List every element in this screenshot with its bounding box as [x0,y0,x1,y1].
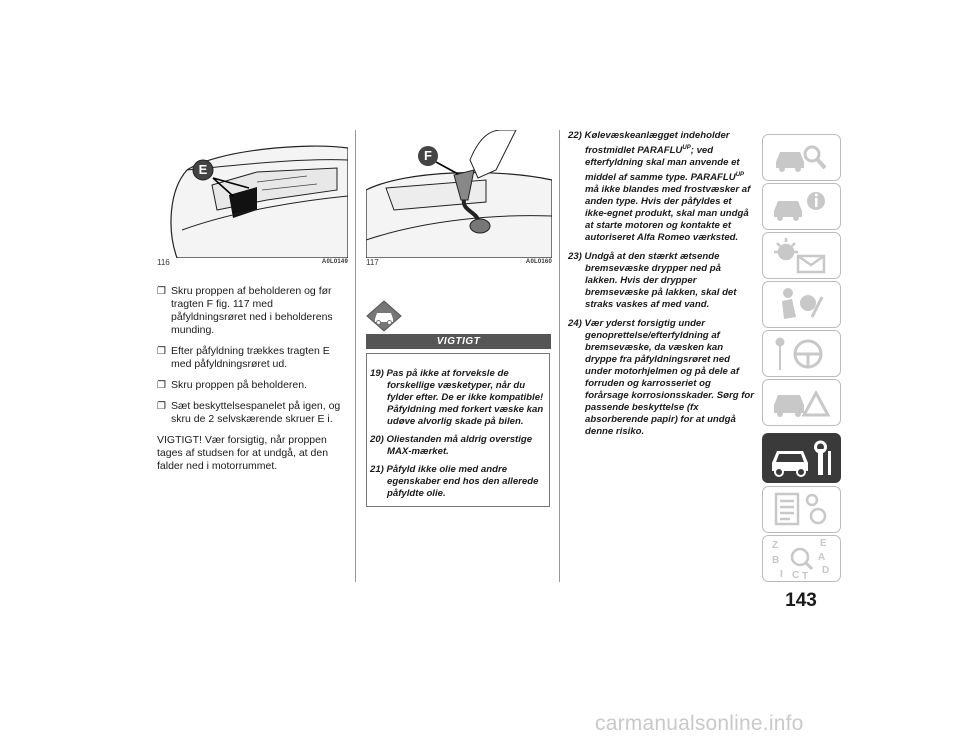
chapter-tab-emergency[interactable] [762,379,841,426]
important-notes-box [366,353,550,507]
chapter-tab-warning-lights[interactable] [762,232,841,279]
chapter-tab-car-info-circle[interactable] [762,183,841,230]
bullet-item: ❐ Skru proppen på beholderen. [157,379,308,391]
checkbox-bullet-icon: ❐ [157,401,166,412]
checkbox-bullet-icon: ❐ [157,380,166,391]
warning-car-icon [366,300,402,332]
note-item: 22) Kølevæskeanlægget indeholder frostmidlet $PARAFLU^{UP}$; ved efterfyldning skal man anvende et middel af samme type. $PARAFLU^{UP}$ må ikke blandes med frostvæsker af anden type. Hvis der påfyldes et ikke-egnet produkt, skal man undgå at starte motoren og kontakte et autoriseret Alfa Romeo værksted. [568,130,751,244]
svg-text:D: D [822,565,830,576]
chapter-tab-specifications[interactable] [762,486,841,533]
bullet-item: ❐ Skru proppen af beholderen og før tragten F fig. 117 med påfyldningsrøret ned i beholderens munding. [157,285,333,336]
coolant-funnel-illustration [366,130,552,258]
figure-117-caption [366,258,552,270]
engine-hood-illustration [157,130,348,258]
figure-116-caption [157,258,348,270]
notes-column [568,130,754,445]
column-divider [559,130,560,582]
watermark: carmanualsonline.info [595,712,804,735]
svg-text:I: I [780,569,783,580]
caution-paragraph: VIGTIGT! Vær forsigtig, når proppen tages af studsen for at undgå, at den falder ned i motorrummet. [157,434,329,472]
chapter-tab-index[interactable] [762,535,841,582]
svg-text:Z: Z [772,540,779,551]
svg-text:E: E [820,538,827,549]
important-heading: VIGTIGT [366,334,551,349]
instructions-column [157,285,347,473]
figure-code: A0L0149 [321,259,348,265]
checkbox-bullet-icon: ❐ [157,286,166,297]
note-item: 23) Undgå at den stærkt ætsende bremsevæske drypper ned på lakken. Hvis der drypper bremsevæske på lakken, skal det straks vaskes af med vand. [568,251,737,311]
note-item: 20) Oliestanden må aldrig overstige MAX-mærket. [370,434,533,457]
svg-text:T: T [802,571,809,582]
checkbox-bullet-icon: ❐ [157,346,166,357]
chapter-tab-car-info[interactable] [762,134,841,181]
figure-number: 117 [366,258,379,267]
bullet-item: ❐ Sæt beskyttelsespanelet på igen, og skru de 2 selvskærende skruer E i. [157,400,341,425]
chapter-tab-driving[interactable] [762,330,841,377]
chapter-tab-maintenance[interactable] [762,433,841,480]
page-number: 143 [785,590,817,611]
callout-label: E [198,162,208,177]
note-item: 21) Påfyld ikke olie med andre egenskaber end hos den allerede påfyldte olie. [370,464,539,499]
svg-text:C: C [792,570,800,581]
figure-116 [157,130,348,258]
svg-text:A: A [818,552,826,563]
svg-text:B: B [772,555,780,566]
bullet-item: ❐ Efter påfyldning trækkes tragten E med påfyldningsrøret ud. [157,345,330,370]
callout-label: F [424,148,432,163]
figure-117 [366,130,552,258]
note-item: 24) Vær yderst forsigtig under genoprettelse/efterfyldning af bremsevæske, da væsken kan dryppe fra påfyldningsrøret ned under motorhjelmen og på dele af forruden og karrosseriet og forårsage korrosionsskader. Sørg for passende beskyttelse (fx absorberende papir) for at undgå denne risiko. [568,318,755,438]
chapter-tab-safety[interactable] [762,281,841,328]
column-divider [355,130,356,582]
note-item: 19) Pas på ikke at forveksle de forskellige væsketyper, når du fylder efter. De er ikke kompatible! Påfyldning med forkert væske kan udøve alvorlig skade på bilen. [370,368,544,427]
figure-code: A0L0160 [525,259,552,265]
figure-number: 116 [157,258,170,267]
